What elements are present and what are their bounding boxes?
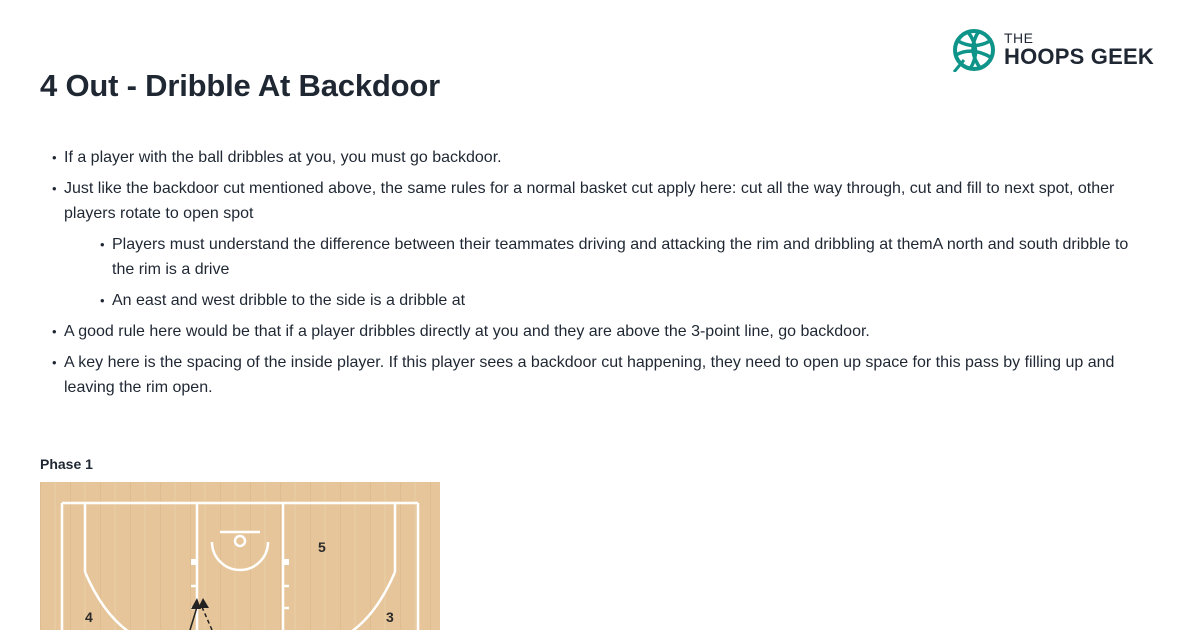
sub-list-item: • Players must understand the difference between their teammates driving and attacking the rim and dribbling at themA north and south dribble to the rim is a drive: [100, 232, 1142, 282]
bullet-list-continued: [52, 319, 1142, 400]
list-item: • Just like the backdoor cut mentioned above, the same rules for a normal basket cut apply here: cut all the way through, cut and fill to next spot, other players rotate to open spot: [52, 176, 1142, 226]
player-5-label: 5: [318, 539, 326, 555]
sub-bullet-list: [100, 232, 1142, 313]
court-diagram: [40, 482, 440, 630]
list-item: • If a player with the ball dribbles at you, you must go backdoor.: [52, 145, 1142, 170]
page-title: 4 Out - Dribble At Backdoor: [40, 68, 440, 103]
sub-list-item: • An east and west dribble to the side is a dribble at: [100, 288, 1142, 313]
player-4-label: 4: [85, 609, 93, 625]
article-body: [52, 145, 1142, 406]
court-svg: [40, 482, 440, 630]
list-item: • A key here is the spacing of the inside player. If this player sees a backdoor cut happening, they need to open up space for this pass by filling up and leaving the rim open.: [52, 350, 1142, 400]
logo-top-text: THE: [1004, 30, 1034, 46]
player-3-label: 3: [386, 609, 394, 625]
bullet-list: [52, 145, 1142, 226]
list-item: • A good rule here would be that if a player dribbles directly at you and they are above the 3-point line, go backdoor.: [52, 319, 1142, 344]
basketball-logo-icon: [952, 28, 996, 72]
logo-name: HOOPS GEEK: [1004, 44, 1154, 69]
phase-label: Phase 1: [40, 456, 93, 472]
hoops-geek-logo[interactable]: [952, 28, 1157, 74]
